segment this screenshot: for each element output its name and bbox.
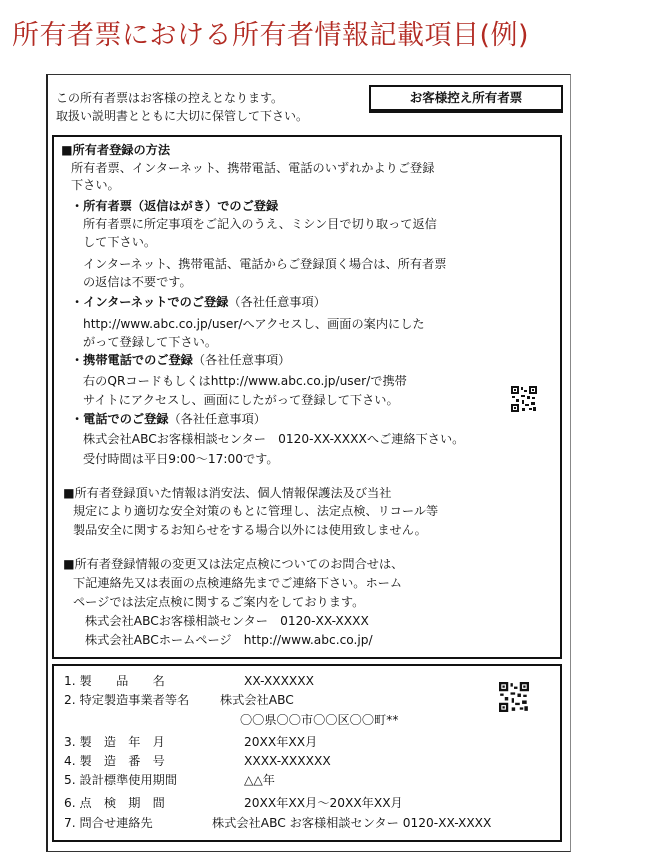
- item-row-manufacturer: [64, 692, 544, 708]
- mobile-title: ・携帯電話でのご登録: [71, 353, 193, 367]
- item-value: 20XX年XX月～20XX年XX月: [244, 796, 403, 810]
- phone-title: ・電話でのご登録: [71, 412, 169, 426]
- page-title: 所有者票における所有者情報記載項目(例): [12, 20, 530, 51]
- postcard-title: ・所有者票（返信はがき）でのご登録: [71, 199, 279, 213]
- item-value: △△年: [244, 773, 275, 787]
- item-label: 7. 問合せ連絡先: [64, 816, 153, 830]
- change-line-2: 下記連絡先又は表面の点検連絡先までご連絡下さい。ホーム: [73, 576, 403, 590]
- mobile-line-1: 右のQRコードもしくはhttp://www.abc.co.jp/user/で携帯: [83, 374, 407, 388]
- postcard-line-3: インターネット、携帯電話、電話からご登録頂く場合は、所有者票: [83, 257, 447, 271]
- internet-title: ・インターネットでのご登録: [71, 295, 229, 309]
- customer-copy-label: お客様控え所有者票: [369, 85, 563, 113]
- item-row-serial-number: [64, 753, 544, 769]
- qr-code-icon: [511, 386, 537, 412]
- qr-code-icon: [499, 682, 529, 712]
- registration-intro-1: 所有者票、インターネット、携帯電話、電話のいずれかよりご登録: [71, 161, 435, 175]
- item-row-product-name: [64, 673, 544, 689]
- item-value: XX-XXXXXX: [244, 674, 314, 688]
- change-line-3: ページでは法定点検に関するご案内をしております。: [73, 595, 365, 609]
- item-value: 株式会社ABC お客様相談センター 0120-XX-XXXX: [212, 816, 492, 830]
- item-value: 20XX年XX月: [244, 735, 318, 749]
- phone-note: （各社任意事項）: [168, 412, 266, 426]
- phone-title-row: [71, 411, 266, 427]
- postcard-line-2: して下さい。: [83, 235, 157, 249]
- change-line-5: 株式会社ABCホームページ http://www.abc.co.jp/: [85, 633, 373, 647]
- privacy-line-2: 規定により適切な安全対策のもとに管理し、法定点検、リコール等: [73, 504, 439, 518]
- item-row-contact: [64, 815, 554, 831]
- internet-title-row: [71, 294, 326, 310]
- change-line-1: ■所有者登録情報の変更又は法定点検についてのお問合せは、: [63, 557, 404, 571]
- header-line-2: 取扱い説明書とともに大切に保管して下さい。: [56, 109, 309, 123]
- item-row-design-period: [64, 772, 544, 788]
- internet-line-2: がって登録して下さい。: [83, 335, 218, 349]
- mobile-note: （各社任意事項）: [192, 353, 291, 367]
- item-label: 4. 製 造 番 号: [64, 754, 165, 768]
- item-label: 1. 製 品 名: [64, 674, 165, 688]
- item-value: 〇〇県〇〇市〇〇区〇〇町**: [240, 713, 399, 727]
- item-value: 株式会社ABC: [220, 693, 294, 707]
- change-line-4: 株式会社ABCお客様相談センター 0120-XX-XXXX: [85, 614, 369, 628]
- item-label: 6. 点 検 期 間: [64, 796, 165, 810]
- registration-intro-2: 下さい。: [71, 178, 120, 192]
- item-value: XXXX-XXXXXX: [244, 754, 331, 768]
- header-line-1: この所有者票はお客様の控えとなります。: [56, 91, 284, 105]
- phone-line-2: 受付時間は平日9:00～17:00です。: [83, 452, 279, 466]
- item-label: 2. 特定製造事業者等名: [64, 693, 190, 707]
- item-label: 5. 設計標準使用期間: [64, 773, 178, 787]
- postcard-line-4: の返信は不要です。: [83, 275, 192, 289]
- item-row-inspection-period: [64, 795, 544, 811]
- item-row-manufacture-date: [64, 734, 544, 750]
- privacy-line-1: ■所有者登録頂いた情報は消安法、個人情報保護法及び当社: [63, 486, 392, 500]
- internet-line-1: http://www.abc.co.jp/user/へアクセスし、画面の案内にした: [83, 317, 425, 331]
- phone-line-1: 株式会社ABCお客様相談センター 0120-XX-XXXXへご連絡下さい。: [83, 432, 465, 446]
- postcard-line-1: 所有者票に所定事項をご記入のうえ、ミシン目で切り取って返信: [83, 217, 437, 231]
- item-label: 3. 製 造 年 月: [64, 735, 165, 749]
- privacy-line-3: 製品安全に関するお知らせをする場合以外には使用致しません。: [73, 523, 427, 537]
- item-row-manufacturer-address: [64, 712, 544, 728]
- internet-note: （各社任意事項）: [228, 295, 326, 309]
- mobile-title-row: [71, 352, 290, 368]
- registration-heading: ■所有者登録の方法: [61, 143, 171, 157]
- mobile-line-2: サイトにアクセスし、画面にしたがって登録して下さい。: [83, 393, 399, 407]
